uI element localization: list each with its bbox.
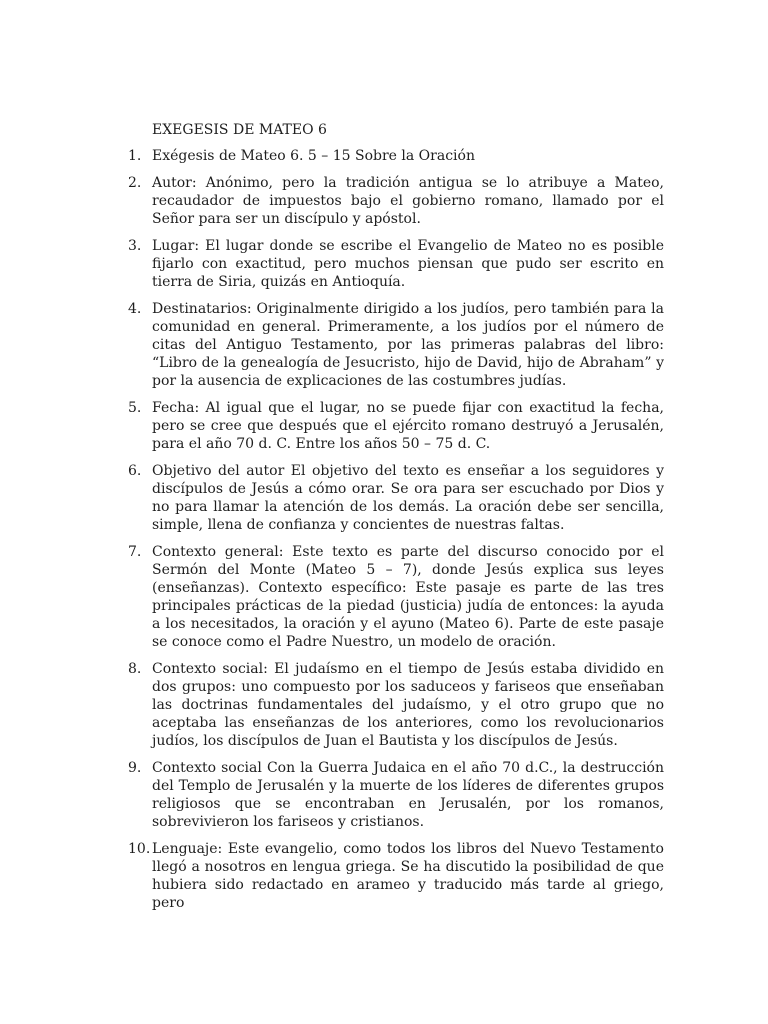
list-item-number: 4.	[128, 301, 142, 317]
document-title: EXEGESIS DE MATEO 6	[152, 122, 327, 138]
list-item-text: Objetivo del autor El objetivo del texto es enseñar a los seguidores y discípulos de Jesús a cómo orar. Se ora para ser escuchado por Dios y no para llamar la atención de los demás. La oración debe ser sencilla, simple, llena de confianza y concientes de nuestras faltas.	[152, 463, 664, 533]
list-item	[128, 759, 664, 831]
list-item-text: Contexto social: El judaísmo en el tiempo de Jesús estaba dividido en dos grupos: uno compuesto por los saduceos y fariseos que enseñaban las doctrinas fundamentales del judaísmo, y el otro grupo que no aceptaba las enseñanzas de los anteriores, como los revolucionarios judíos, los discípulos de Juan el Bautista y los discípulos de Jesús.	[152, 661, 664, 749]
list-item-number: 5.	[128, 400, 142, 416]
list-item-number: 2.	[128, 175, 142, 191]
list-item	[128, 660, 664, 750]
list-item-number: 7.	[128, 544, 142, 560]
list-item-number: 9.	[128, 760, 142, 776]
list-item-number: 8.	[128, 661, 142, 677]
list-item-text: Contexto general: Este texto es parte del discurso conocido por el Sermón del Monte (Mateo 5 – 7), donde Jesús explica sus leyes (enseñanzas). Contexto específico: Este pasaje es parte de las tres principales prácticas de la piedad (justicia) judía de entonces: la ayuda a los necesitados, la oración y el ayuno (Mateo 6). Parte de este pasaje se conoce como el Padre Nuestro, un modelo de oración.	[152, 544, 664, 650]
list-item	[128, 147, 664, 165]
list-item-number: 1.	[128, 148, 142, 164]
list-item-text: Lenguaje: Este evangelio, como todos los libros del Nuevo Testamento llegó a nosotros en lengua griega. Se ha discutido la posibilidad de que hubiera sido redactado en arameo y traducido más tarde al griego, pero	[152, 841, 664, 911]
list-item-text: Contexto social Con la Guerra Judaica en el año 70 d.C., la destrucción del Templo de Jerusalén y la muerte de los líderes de diferentes grupos religiosos que se encontraban en Jerusalén, por los romanos, sobrevivieron los fariseos y cristianos.	[152, 760, 664, 830]
list-item	[128, 237, 664, 291]
list-item-text: Autor: Anónimo, pero la tradición antigua se lo atribuye a Mateo, recaudador de impuestos bajo el gobierno romano, llamado por el Señor para ser un discípulo y apóstol.	[152, 175, 664, 227]
list-item	[128, 300, 664, 390]
list-item-text: Exégesis de Mateo 6. 5 – 15 Sobre la Oración	[152, 148, 475, 164]
numbered-list	[128, 147, 664, 921]
list-item-text: Destinatarios: Originalmente dirigido a los judíos, pero también para la comunidad en general. Primeramente, a los judíos por el número de citas del Antiguo Testamento, por las primeras palabras del libro: “Libro de la genealogía de Jesucristo, hijo de David, hijo de Abraham” y por la ausencia de explicaciones de las costumbres judías.	[152, 301, 664, 389]
list-item	[128, 174, 664, 228]
list-item	[128, 462, 664, 534]
list-item	[128, 399, 664, 453]
list-item-text: Fecha: Al igual que el lugar, no se puede fijar con exactitud la fecha, pero se cree que después que el ejército romano destruyó a Jerusalén, para el año 70 d. C. Entre los años 50 – 75 d. C.	[152, 400, 664, 452]
list-item-number: 10.	[128, 841, 151, 857]
list-item-number: 3.	[128, 238, 142, 254]
list-item	[128, 840, 664, 912]
list-item	[128, 543, 664, 651]
list-item-number: 6.	[128, 463, 142, 479]
list-item-text: Lugar: El lugar donde se escribe el Evangelio de Mateo no es posible fijarlo con exactitud, pero muchos piensan que pudo ser escrito en tierra de Siria, quizás en Antioquía.	[152, 238, 664, 290]
